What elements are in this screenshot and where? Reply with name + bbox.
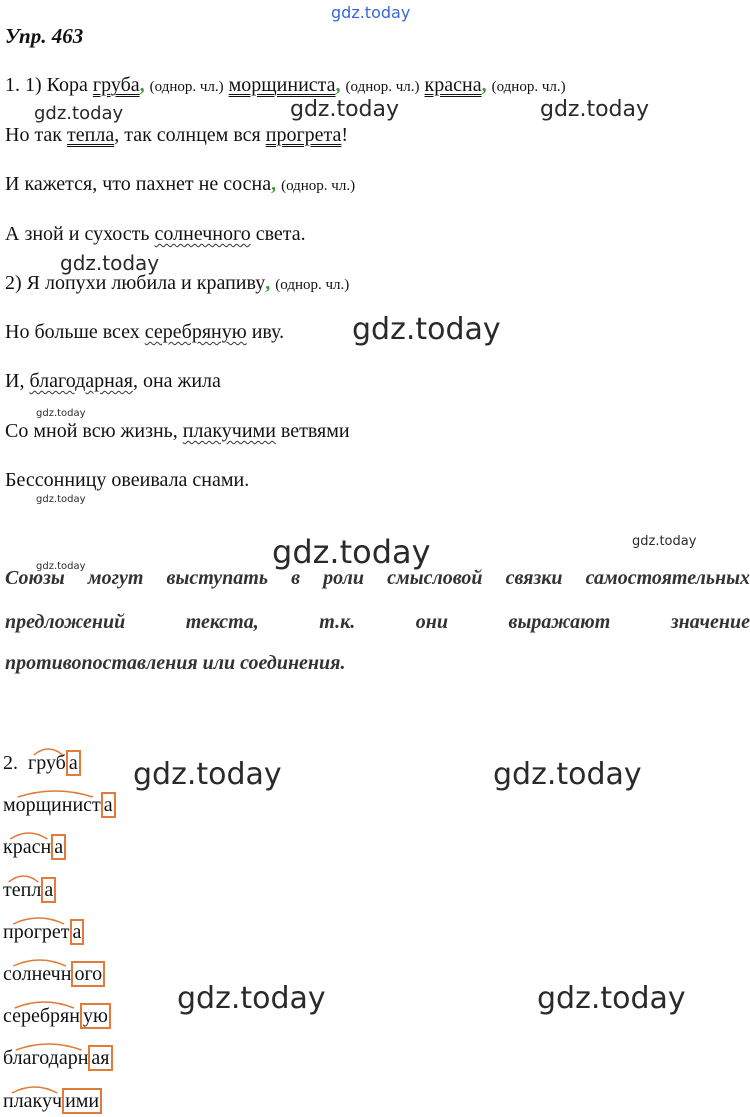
word-stem: груб bbox=[28, 752, 66, 774]
predicate: красна bbox=[424, 74, 482, 96]
part2-label: 2. bbox=[3, 752, 18, 774]
morpheme-word bbox=[3, 1090, 102, 1113]
morpheme-word bbox=[3, 836, 66, 859]
watermark: gdz.today bbox=[36, 494, 86, 505]
watermark: gdz.today bbox=[632, 534, 697, 549]
root-arc bbox=[3, 915, 70, 925]
morpheme-word bbox=[3, 1005, 111, 1028]
watermark: gdz.today bbox=[177, 981, 326, 1016]
note: (одноp. чл.) bbox=[275, 277, 350, 293]
word-stem: красн bbox=[3, 836, 51, 858]
paragraph-line-1: Союзы могут выступать в роли смысловой связки самостоятельных bbox=[5, 567, 750, 589]
watermark: gdz.today bbox=[60, 251, 160, 275]
predicate: прогрета bbox=[265, 124, 342, 146]
watermark: gdz.today bbox=[36, 408, 86, 419]
poem-line-5: 2) Я лопухи любила и крапиву, (одноp. чл.) bbox=[5, 272, 350, 294]
watermark: gdz.today bbox=[36, 561, 86, 572]
watermark: gdz.today bbox=[540, 97, 650, 122]
word-ending: а bbox=[41, 877, 56, 903]
watermark: gdz.today bbox=[34, 103, 124, 124]
poem-line-6: Но больше всех серебряную иву. bbox=[5, 321, 285, 343]
word-ending: а bbox=[66, 750, 81, 776]
watermark: gdz.today bbox=[133, 757, 282, 792]
root-arc bbox=[3, 873, 42, 883]
word-ending: ого bbox=[71, 961, 105, 987]
poem-line-1: 1. 1) Кора груба, (одноp. чл.) морщиниста, (одноp. чл.) красна, (одноp. чл.) bbox=[5, 74, 566, 96]
word-stem: солнечн bbox=[3, 963, 71, 985]
note: (одноp. чл.) bbox=[491, 79, 566, 95]
attribute: солнечного bbox=[154, 223, 251, 245]
morpheme-word bbox=[3, 794, 116, 817]
word-stem: прогрет bbox=[3, 921, 70, 943]
word-ending: а bbox=[51, 834, 66, 860]
root-arc bbox=[3, 830, 52, 840]
word-ending: а bbox=[101, 792, 116, 818]
morpheme-word bbox=[3, 1047, 113, 1070]
word-stem: морщинист bbox=[3, 794, 101, 816]
root-arc bbox=[3, 999, 80, 1009]
note: (одноp. чл.) bbox=[149, 79, 224, 95]
watermark: gdz.today bbox=[352, 312, 501, 347]
note: (одноp. чл.) bbox=[281, 178, 356, 194]
predicate: тепла bbox=[67, 124, 115, 146]
poem-line-7: И, благодарная, она жила bbox=[5, 370, 221, 392]
watermark: gdz.today bbox=[493, 757, 642, 792]
root-arc bbox=[3, 788, 101, 798]
root-arc bbox=[3, 957, 72, 967]
poem-line-8: Со мной всю жизнь, плакучими ветвями bbox=[5, 420, 350, 442]
attribute: благодарная bbox=[29, 370, 133, 392]
word-stem: серебрян bbox=[3, 1005, 80, 1027]
attribute: плакучими bbox=[182, 420, 276, 442]
attribute: серебряную bbox=[144, 321, 247, 343]
poem-line-3: И кажется, что пахнет не сосна, (одноp. чл.) bbox=[5, 173, 356, 195]
poem-line-9: Бессонницу овеивала снами. bbox=[5, 469, 250, 491]
watermark: gdz.today bbox=[290, 97, 400, 122]
root-arc bbox=[28, 746, 66, 756]
paragraph-line-2: предложений текста, т.к. они выражают значение bbox=[5, 611, 750, 633]
word-ending: ими bbox=[62, 1088, 102, 1114]
paragraph-line-3: противопоставления или соединения. bbox=[5, 652, 346, 674]
watermark: gdz.today bbox=[537, 981, 686, 1016]
root-arc bbox=[3, 1041, 89, 1051]
morpheme-word bbox=[28, 752, 81, 775]
note: (одноp. чл.) bbox=[345, 79, 420, 95]
word-stem: благодарн bbox=[3, 1047, 88, 1069]
poem-line-4: А зной и сухость солнечного света. bbox=[5, 223, 306, 245]
watermark: gdz.today bbox=[272, 533, 431, 571]
morpheme-word bbox=[3, 963, 105, 986]
word-ending: ая bbox=[88, 1045, 112, 1071]
predicate: груба bbox=[92, 74, 140, 96]
word-ending: ую bbox=[80, 1003, 111, 1029]
predicate: морщиниста bbox=[228, 74, 336, 96]
morpheme-word bbox=[3, 879, 56, 902]
root-arc bbox=[3, 1084, 63, 1094]
word-ending: а bbox=[70, 919, 85, 945]
watermark: gdz.today bbox=[331, 3, 411, 22]
word-stem: тепл bbox=[3, 879, 41, 901]
word-stem: плакуч bbox=[3, 1090, 62, 1112]
morpheme-word bbox=[3, 921, 84, 944]
exercise-title: Упр. 463 bbox=[5, 24, 84, 48]
poem-line-2: Но так тепла, так солнцем вся прогрета! bbox=[5, 124, 349, 146]
